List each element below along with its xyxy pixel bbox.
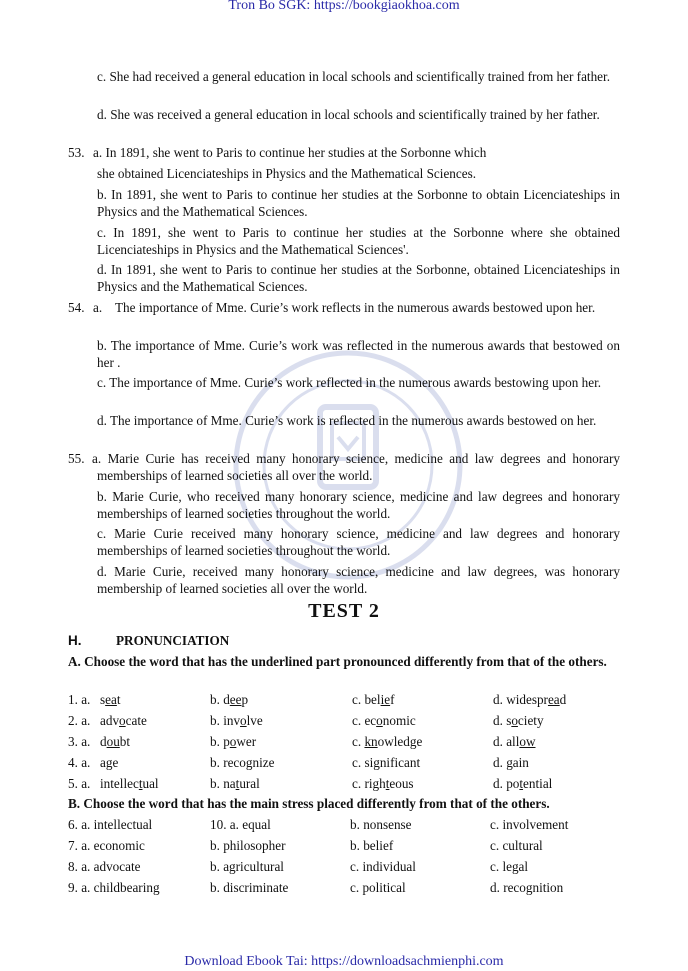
stress-option-a: 7. a. economic [68, 838, 145, 853]
part-a-instruction: A. Choose the word that has the underlined part pronounced differently from that of the others. [68, 654, 607, 669]
pron-option-d: d. gain [493, 755, 529, 770]
q53-option-d: d. In 1891, she went to Paris to continue her studies at the Sorbonne, obtained Licenciateships in Physics and the Mathematical Sciences. [97, 262, 620, 294]
stress-option-c: b. nonsense [350, 817, 412, 832]
pron-option-b: b. involve [210, 713, 263, 728]
q54-option-d: d. The importance of Mme. Curie’s work is reflected in the numerous awards bestowed on her. [97, 413, 597, 428]
stress-option-b: 10. a. equal [210, 817, 271, 832]
part-b-instruction: B. Choose the word that has the main stress placed differently from that of the others. [68, 796, 550, 811]
pron-option-d: d. society [493, 713, 544, 728]
pron-option-d: d. widespread [493, 692, 567, 707]
stress-option-d: c. involvement [490, 817, 569, 832]
stress-option-b: b. agricultural [210, 859, 284, 874]
footer-link[interactable]: Download Ebook Tai: https://downloadsachmienphi.com [184, 954, 504, 969]
q54-option-b: b. The importance of Mme. Curie’s work was reflected in the numerous awards that bestowed on her . [97, 338, 620, 370]
q55-option-d: d. Marie Curie, received many honorary science, medicine and law degrees, was honorary membership of learned societies all over the world. [97, 564, 620, 596]
q53-option-a-line2: she obtained Licenciateships in Physics and the Mathematical Sciences. [97, 166, 477, 181]
pron-option-a: seat [100, 692, 121, 707]
q54-option-a-label: a. [93, 300, 103, 315]
stress-option-a: 9. a. childbearing [68, 880, 160, 895]
pron-option-d: d. allow [493, 734, 536, 749]
pron-option-a: intellectual [100, 776, 159, 791]
stress-option-a: 8. a. advocate [68, 859, 141, 874]
pron-option-c: c. belief [352, 692, 395, 707]
pron-option-c: c. righteous [352, 776, 414, 791]
q52-option-d: d. She was received a general education in local schools and scientifically trained by her father. [97, 107, 600, 122]
q55-option-c: c. Marie Curie received many honorary science, medicine and law degrees and honorary memberships of learned societies throughout the world. [97, 526, 620, 558]
q54-option-c: c. The importance of Mme. Curie’s work reflected in the numerous awards bestowing upon her. [97, 375, 602, 390]
pron-option-a: advocate [100, 713, 147, 728]
stress-option-d: c. legal [490, 859, 529, 874]
pron-option-b: b. natural [210, 776, 260, 791]
pron-option-c: c. knowledge [352, 734, 423, 749]
stress-option-c: c. political [350, 880, 406, 895]
q55-number: 55. [68, 451, 85, 466]
q52-option-c: c. She had received a general education in local schools and scientifically trained from her father. [97, 69, 610, 84]
pron-item-number: 1. a. [68, 692, 91, 707]
q53-number: 53. [68, 145, 85, 160]
pron-option-b: b. power [210, 734, 257, 749]
pron-item-number: 4. a. [68, 755, 91, 770]
pron-option-c: c. significant [352, 755, 421, 770]
q55-option-b: b. Marie Curie, who received many honorary science, medicine and law degrees and honorary memberships of learned societies throughout the world. [97, 489, 620, 521]
stress-option-c: c. individual [350, 859, 416, 874]
header-link[interactable]: Tron Bo SGK: https://bookgiaokhoa.com [228, 0, 460, 13]
stress-option-d: c. cultural [490, 838, 543, 853]
q55-option-a: a. Marie Curie has received many honorary science, medicine and law degrees and honorary memberships of learned societies all over the world. [92, 451, 620, 483]
stress-option-b: b. discriminate [210, 880, 289, 895]
pron-item-number: 5. a. [68, 776, 91, 791]
pron-option-b: b. recognize [210, 755, 275, 770]
test-title: TEST 2 [308, 600, 380, 622]
pron-item-number: 3. a. [68, 734, 91, 749]
q53-option-b: b. In 1891, she went to Paris to continue her studies at the Sorbonne to obtain Licenciateships in Physics and the Mathematical Sciences. [97, 187, 620, 219]
q53-option-c: c. In 1891, she went to Paris to continue her studies at the Sorbonne where she obtained Licenciateships in Physics and the Mathematical Sciences'. [97, 225, 620, 257]
pron-option-a: age [100, 755, 119, 770]
q54-number: 54. [68, 300, 85, 315]
section-letter: H. [68, 633, 82, 648]
stress-option-a: 6. a. intellectual [68, 817, 153, 832]
pron-option-c: c. economic [352, 713, 416, 728]
pron-option-a: doubt [100, 734, 131, 749]
q53-option-a-line1: a. In 1891, she went to Paris to continue her studies at the Sorbonne which [93, 145, 487, 160]
stress-option-b: b. philosopher [210, 838, 286, 853]
section-title: PRONUNCIATION [116, 633, 230, 648]
stress-option-d: d. recognition [490, 880, 564, 895]
pron-option-b: b. deep [210, 692, 249, 707]
q54-option-a: The importance of Mme. Curie’s work reflects in the numerous awards bestowed upon her. [115, 300, 596, 315]
stress-option-c: b. belief [350, 838, 394, 853]
pron-item-number: 2. a. [68, 713, 91, 728]
pron-option-d: d. potential [493, 776, 553, 791]
